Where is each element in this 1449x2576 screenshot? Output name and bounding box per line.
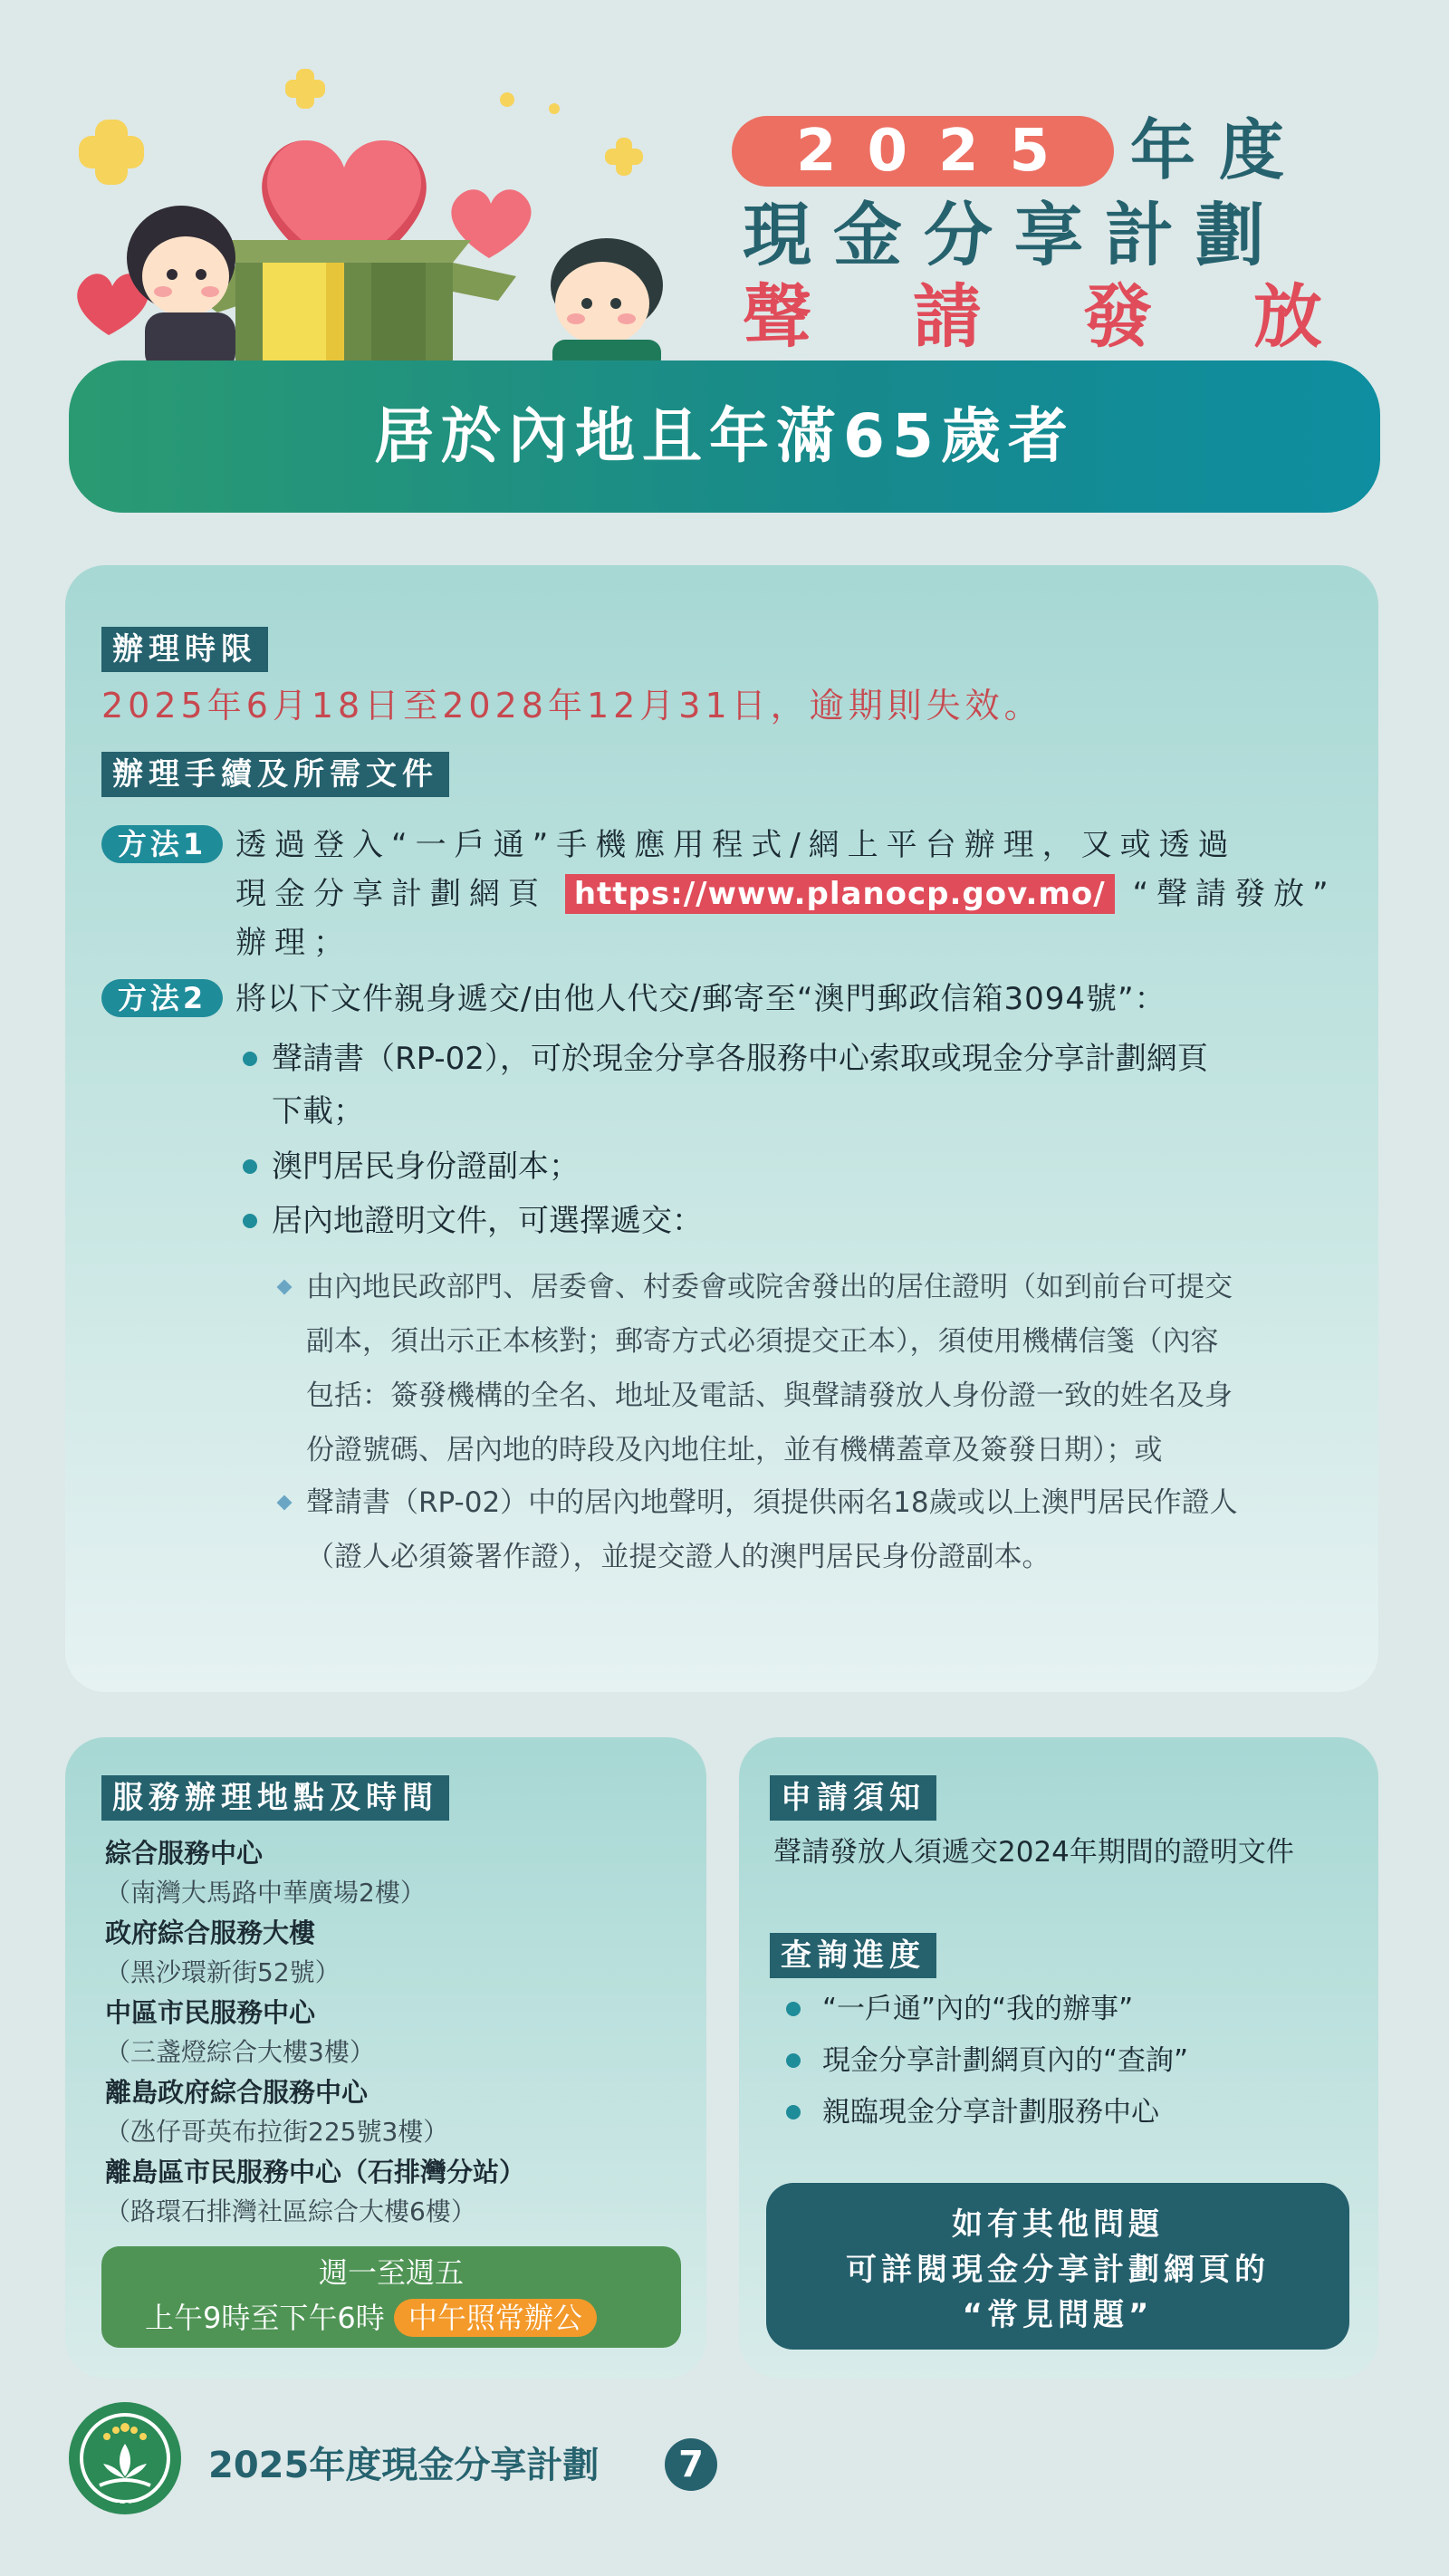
faq-line2: 可詳閱現金分享計劃網頁的 xyxy=(846,2252,1270,2288)
title-char: 發 xyxy=(1083,276,1152,357)
location-address: （南灣大馬路中華廣場2樓） xyxy=(105,1878,426,1908)
sub1-line: 包括：簽發機構的全名、地址及電話、與聲請發放人身份證一致的姓名及身 xyxy=(306,1379,1233,1412)
banner-title: 居於內地且年滿65歲者 xyxy=(374,401,1075,471)
bullet-dot-icon xyxy=(786,2053,801,2068)
location-address: （黑沙環新街52號） xyxy=(105,1957,341,1987)
progress-item: 現金分享計劃網頁內的“查詢” xyxy=(822,2044,1189,2077)
page-number: 7 xyxy=(665,2438,717,2491)
location-name: 離島政府綜合服務中心 xyxy=(105,2077,369,2108)
location-name: 綜合服務中心 xyxy=(105,1838,264,1869)
method1-line1: 透過登入“一戶通”手機應用程式/網上平台辦理，又或透過 xyxy=(235,827,1237,863)
deadline-tag: 辦理時限 xyxy=(101,627,268,672)
progress-tag: 查詢進度 xyxy=(770,1933,936,1978)
method2-label: 方法2 xyxy=(101,979,223,1017)
emblem-text: MACAU xyxy=(104,2501,146,2513)
location-name: 中區市民服務中心 xyxy=(105,1997,316,2028)
character-icon xyxy=(127,206,235,371)
sub2-line: （證人必須簽署作證），並提交證人的澳門居民身份證副本。 xyxy=(306,1541,1051,1573)
gift-illustration xyxy=(72,54,706,371)
footer-title: 2025年度現金分享計劃 xyxy=(208,2445,600,2486)
website-link[interactable]: https://www.planocp.gov.mo/ xyxy=(565,874,1115,914)
bullet-dot-icon xyxy=(243,1159,257,1174)
location-name: 政府綜合服務大樓 xyxy=(105,1918,316,1948)
method2-intro: 將以下文件親身遞交/由他人代交/郵寄至“澳門郵政信箱3094號”： xyxy=(235,981,1166,1017)
faq-line3: “常見問題” xyxy=(962,2297,1154,2333)
bullet-dot-icon xyxy=(243,1214,257,1228)
location-address: （三盞燈綜合大樓3樓） xyxy=(105,2037,375,2067)
location-address: （路環石排灣社區綜合大樓6樓） xyxy=(105,2196,476,2226)
bullet-dot-icon xyxy=(786,2002,801,2016)
sub2-line: 聲請書（RP-02）中的居內地聲明，須提供兩名18歲或以上澳門居民作證人 xyxy=(306,1486,1238,1519)
noon-badge: 中午照常辦公 xyxy=(394,2299,597,2337)
character-icon xyxy=(551,238,663,371)
title-char: 請 xyxy=(913,276,982,357)
notice-text: 聲請發放人須遞交2024年期間的證明文件 xyxy=(773,1836,1294,1869)
method1-line2-pre: 現金分享計劃網頁 xyxy=(235,876,547,912)
faq-line1: 如有其他問題 xyxy=(952,2206,1164,2243)
sub1-line: 副本，須出示正本核對；郵寄方式必須提交正本），須使用機構信箋（內容 xyxy=(306,1325,1219,1358)
sub1-line: 由內地民政部門、居委會、村委會或院舍發出的居住證明（如到前台可提交 xyxy=(306,1271,1233,1303)
hours-time-row xyxy=(145,2295,597,2341)
title-line2: 現金分享計劃 xyxy=(743,195,1286,275)
progress-item: “一戶通”內的“我的辦事” xyxy=(822,1993,1134,2025)
macau-emblem-icon xyxy=(67,2400,183,2516)
bullet-dot-icon xyxy=(243,1052,257,1066)
method2-bullet1-b: 下載； xyxy=(272,1093,364,1129)
progress-item: 親臨現金分享計劃服務中心 xyxy=(822,2096,1159,2129)
locations-tag: 服務辦理地點及時間 xyxy=(101,1775,449,1821)
title-char: 放 xyxy=(1253,276,1322,357)
method1-line2 xyxy=(235,870,1337,918)
procedure-tag: 辦理手續及所需文件 xyxy=(101,752,449,797)
sub1-line: 份證號碼、居內地的時段及內地住址，並有機構蓋章及簽發日期）；或 xyxy=(306,1434,1163,1466)
year-suffix: 年度 xyxy=(1130,112,1309,188)
method2-bullet1-a: 聲請書（RP-02），可於現金分享各服務中心索取或現金分享計劃網頁 xyxy=(272,1041,1208,1077)
method1-label: 方法1 xyxy=(101,825,223,863)
location-list xyxy=(105,1833,525,2232)
location-name: 離島區市民服務中心（石排灣分站） xyxy=(105,2157,526,2187)
method2-bullet2: 澳門居民身份證副本； xyxy=(272,1149,580,1185)
method2-bullet3: 居內地證明文件，可選擇遞交： xyxy=(272,1203,703,1239)
title-line3 xyxy=(743,274,1322,360)
hours-days: 週一至週五 xyxy=(318,2255,464,2290)
hours-time: 上午9時至下午6時 xyxy=(145,2301,385,2335)
bullet-dot-icon xyxy=(786,2105,801,2119)
title-char: 聲 xyxy=(743,276,811,357)
deadline-dates: 2025年6月18日至2028年12月31日，逾期則失效。 xyxy=(101,686,1043,726)
notice-tag: 申請須知 xyxy=(770,1775,936,1821)
location-address: （氹仔哥英布拉街225號3樓） xyxy=(105,2117,449,2147)
method1-line2-post: “聲請發放” xyxy=(1132,876,1337,912)
method1-line3: 辦理； xyxy=(235,925,352,961)
year: 2025 xyxy=(795,118,1081,185)
